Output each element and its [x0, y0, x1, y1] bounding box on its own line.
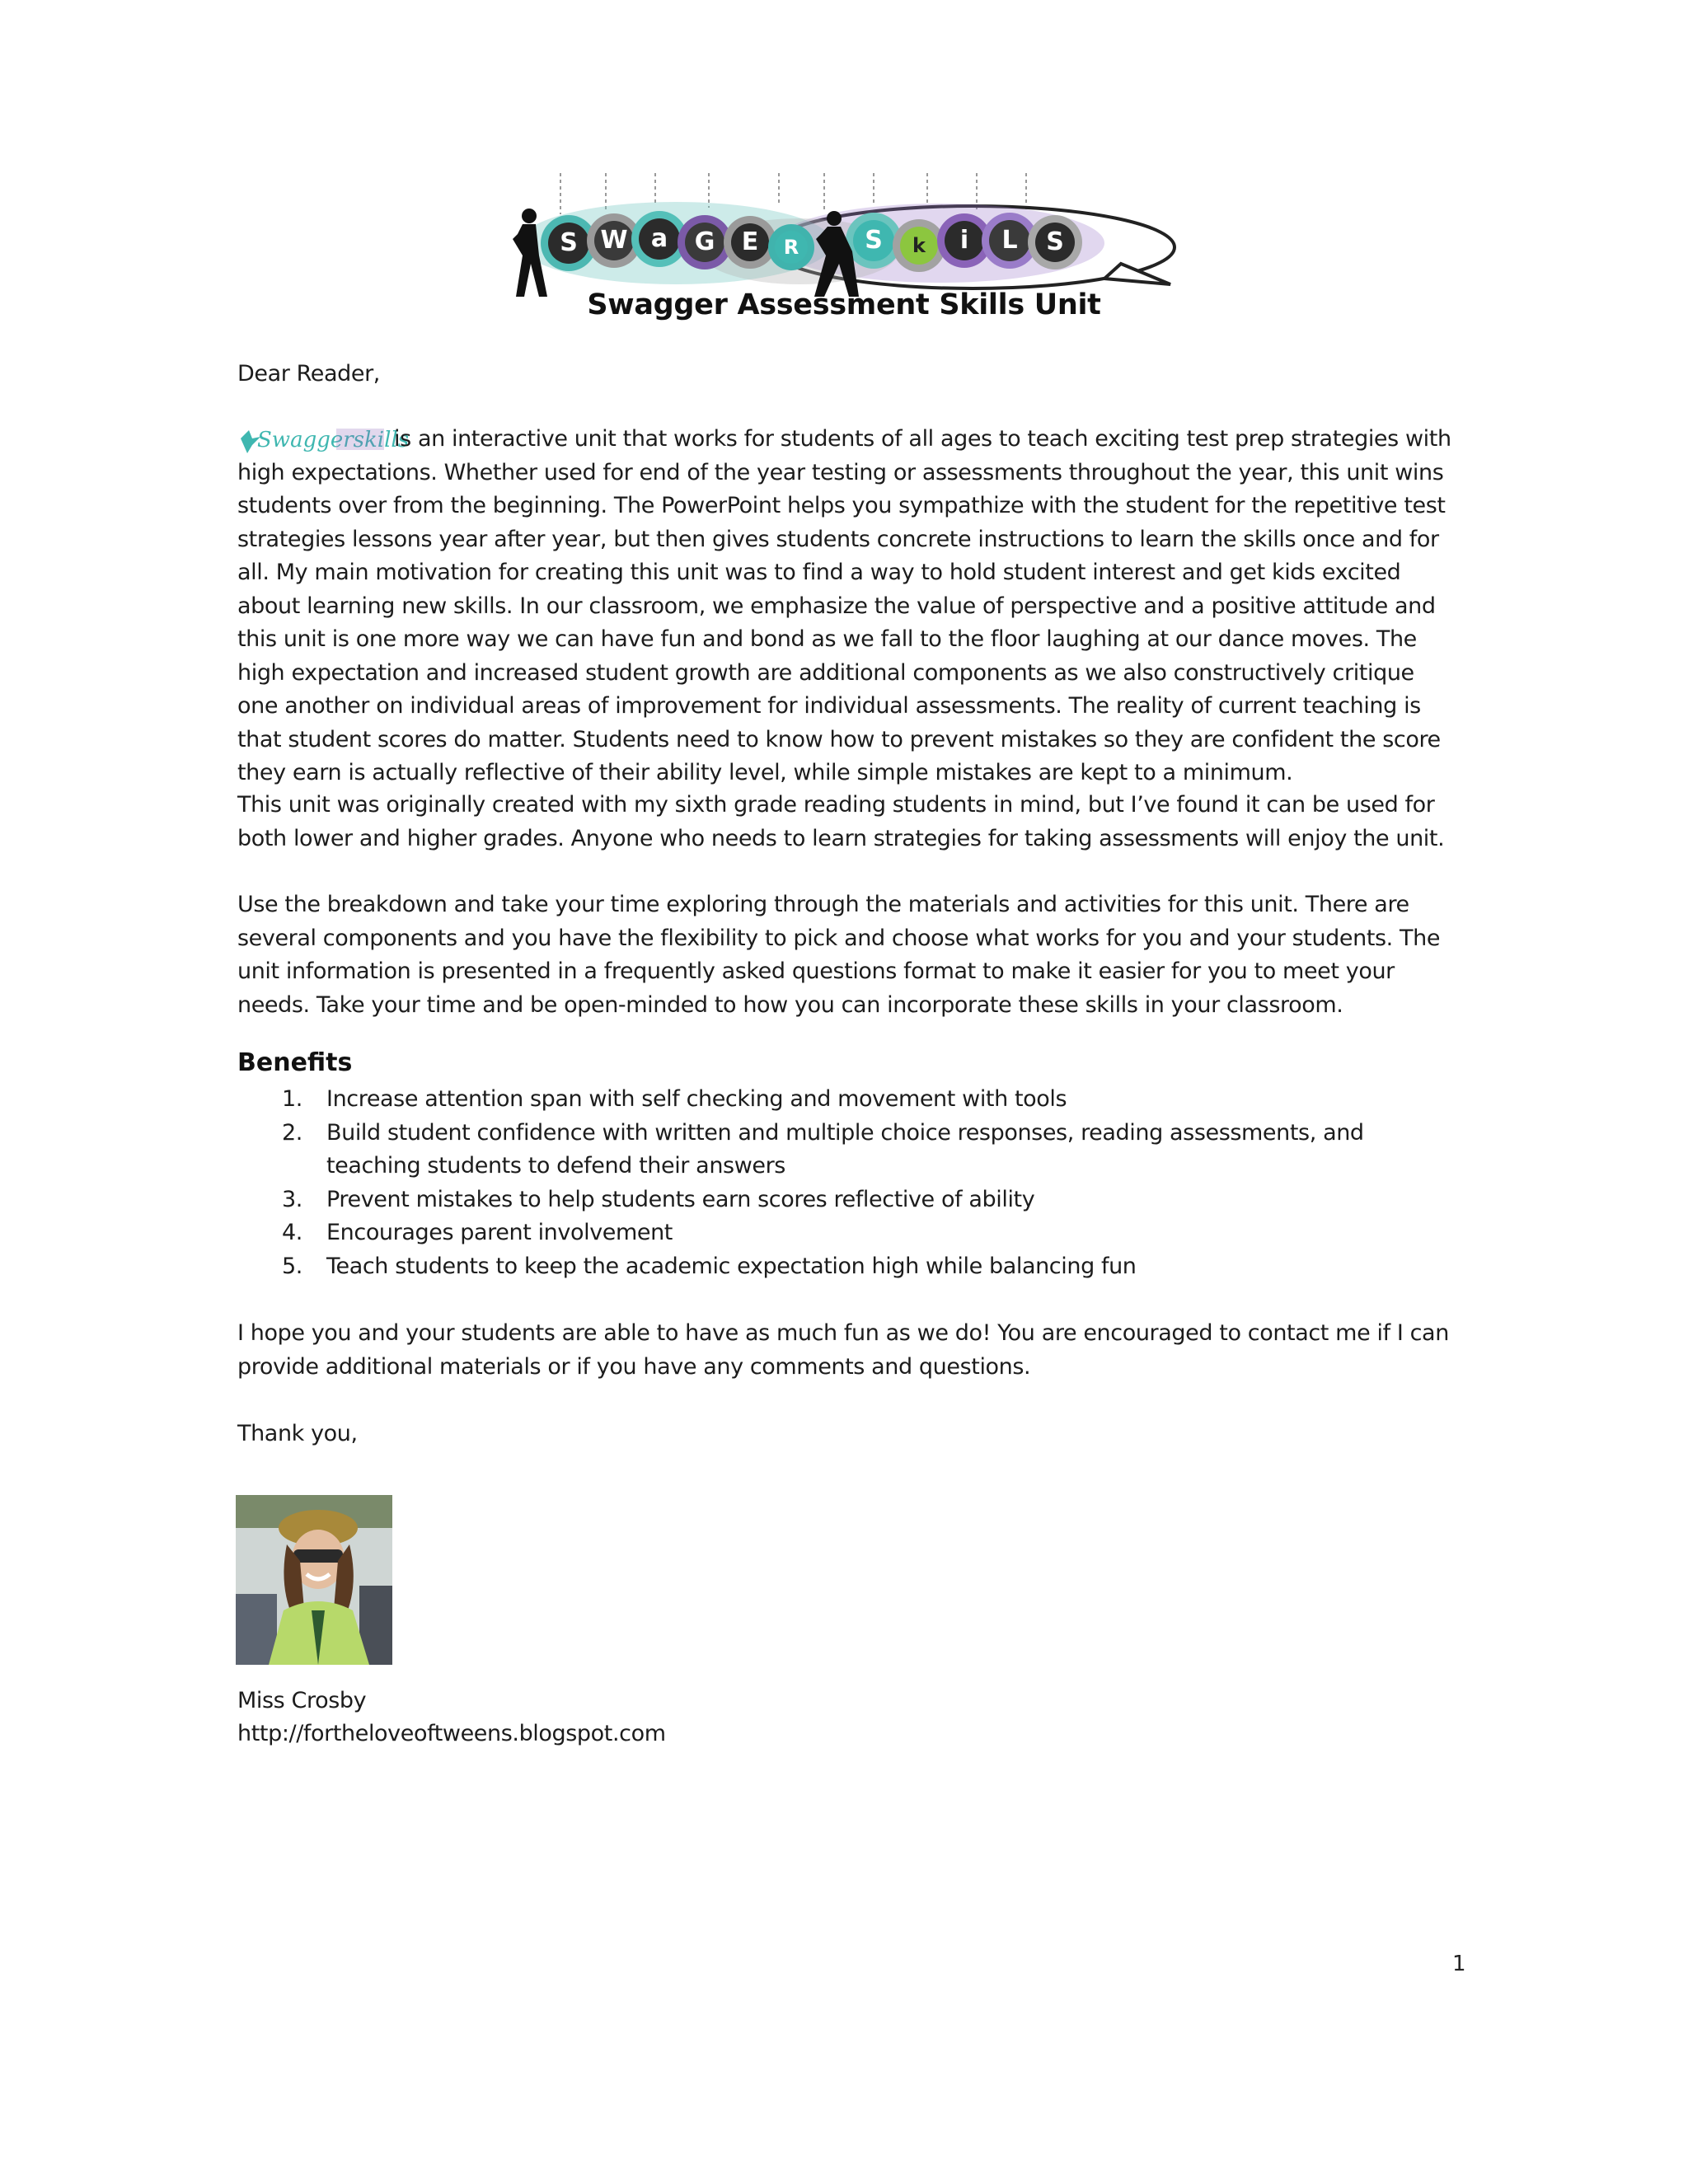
logo-letter: G: [694, 227, 715, 256]
logo-letter: i: [959, 226, 969, 255]
photo-graphic: [236, 1495, 392, 1665]
logo-letter: E: [741, 227, 759, 256]
list-text: Encourages parent involvement: [326, 1220, 673, 1245]
benefits-list: [237, 1083, 1457, 1283]
list-number: 3.: [282, 1186, 302, 1212]
signature-name: Miss Crosby: [237, 1688, 367, 1713]
logo-letters: [511, 173, 1179, 305]
logo-letter: W: [600, 226, 628, 255]
page-number: 1: [1452, 1952, 1466, 1976]
logo-letter: a: [650, 224, 668, 253]
list-item: [237, 1183, 1457, 1217]
logo-letter: S: [560, 228, 578, 257]
list-number: 2.: [282, 1119, 302, 1146]
logo-letter: S: [1046, 227, 1064, 256]
benefits-heading: Benefits: [237, 1048, 353, 1077]
swagger-skills-logo: [511, 173, 1179, 305]
author-photo: [236, 1495, 392, 1665]
logo-letter: L: [1001, 226, 1018, 255]
list-text: Increase attention span with self checking and movement with tools: [326, 1086, 1067, 1112]
logo-letter: S: [865, 226, 883, 255]
logo-letter: R: [783, 236, 799, 259]
grade-paragraph: This unit was originally created with my sixth grade reading students in mind, but I’ve found it can be used for both lower and higher grades. Anyone who needs to learn strategies for taking assessments will enjoy the unit.: [237, 792, 1445, 851]
breakdown-paragraph: Use the breakdown and take your time exploring through the materials and activities for this unit. There are several components and you have the flexibility to pick and choose what works for you and your students. The unit information is presented in a frequently asked questions format to make it easier for you to meet your needs. Take your time and be open-minded to how you can incorporate these skills in your classroom.: [237, 892, 1441, 1018]
logo-letter: k: [912, 234, 926, 257]
list-item: [237, 1250, 1457, 1284]
list-item: [237, 1083, 1457, 1117]
salutation: Dear Reader,: [237, 361, 380, 387]
list-text: Teach students to keep the academic expectation high while balancing fun: [326, 1253, 1137, 1279]
intro-paragraph: is an interactive unit that works for students of all ages to teach exciting test prep strategies with high expectations. Whether used for end of the year testing or assessments throughout the year, this unit wins students over from the beginning. The PowerPoint helps you sympathize with the student for the repetitive test strategies lessons year after year, but then gives students concrete instructions to learn the skills once and for all. My main motivation for creating this unit was to find a way to hold student interest and get kids excited about learning new skills. In our classroom, we emphasize the value of perspective and a positive attitude and this unit is one more way we can have fun and bond as we fall to the floor laughing at our dance moves. The high expectation and increased student growth are additional components as we also constructively critique one another on individual areas of improvement for individual assessments. The reality of current teaching is that student scores do matter. Students need to know how to prevent mistakes so they are confident the score they earn is actually reflective of their ability level, while simple mistakes are kept to a minimum.: [237, 426, 1451, 785]
list-text: Prevent mistakes to help students earn scores reflective of ability: [326, 1186, 1035, 1212]
list-text: Build student confidence with written and multiple choice responses, reading assessments, and teaching students to defend their answers: [326, 1119, 1364, 1179]
list-number: 4.: [282, 1220, 302, 1245]
signature-url[interactable]: http://fortheloveoftweens.blogspot.com: [237, 1721, 666, 1746]
inline-logo-text: Swaggerskills: [257, 428, 410, 452]
closing-paragraph: I hope you and your students are able to have as much fun as we do! You are encouraged to contact me if I can provide additional materials or if you have any comments and questions.: [237, 1320, 1449, 1380]
list-item: [237, 1117, 1457, 1183]
list-number: 1.: [282, 1086, 302, 1112]
list-number: 5.: [282, 1253, 302, 1279]
list-item: [237, 1216, 1457, 1250]
signoff: Thank you,: [237, 1421, 358, 1446]
page-title: Swagger Assessment Skills Unit: [587, 288, 1101, 321]
